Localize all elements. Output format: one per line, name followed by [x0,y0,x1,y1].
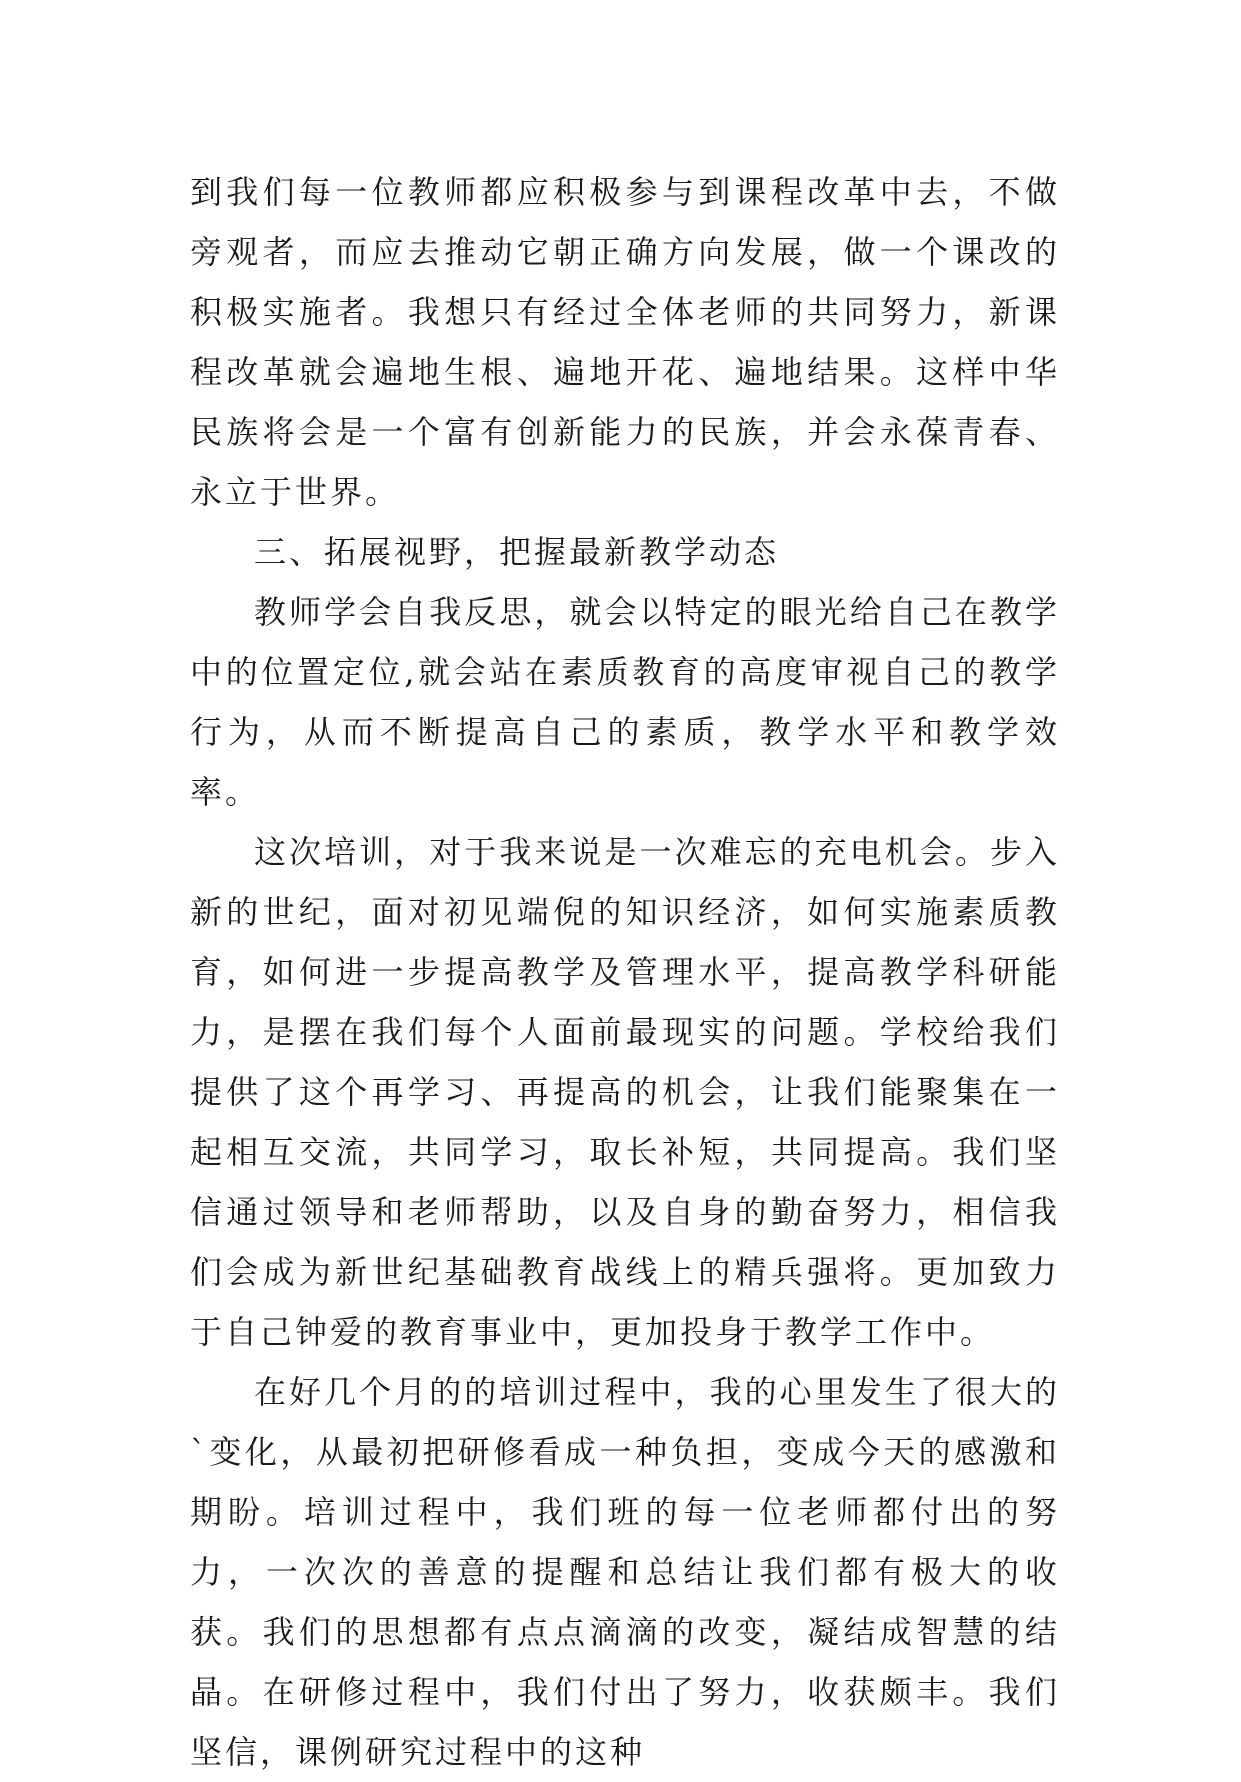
paragraph: 教师学会自我反思，就会以特定的眼光给自己在教学中的位置定位,就会站在素质教育的高度审视自己的教学行为，从而不断提高自己的素质，教学水平和教学效率。 [190,593,1060,811]
section-heading: 三、拓展视野，把握最新教学动态 [254,533,780,571]
paragraph-continuation: 到我们每一位教师都应积极参与到课程改革中去，不做旁观者，而应去推动它朝正确方向发展，做一个课改的积极实施者。我想只有经过全体老师的共同努力，新课程改革就会遍地生根、遍地开花、遍地结果。这样中华民族将会是一个富有创新能力的民族，并会永葆青春、永立于世界。 [190,173,1060,511]
paragraph: 这次培训，对于我来说是一次难忘的充电机会。步入新的世纪，面对初见端倪的知识经济，如何实施素质教育，如何进一步提高教学及管理水平，提高教学科研能力，是摆在我们每个人面前最现实的问题。学校给我们提供了这个再学习、再提高的机会，让我们能聚集在一起相互交流，共同学习，取长补短，共同提高。我们坚信通过领导和老师帮助，以及自身的勤奋努力，相信我们会成为新世纪基础教育战线上的精兵强将。更加致力于自己钟爱的教育事业中，更加投身于教学工作中。 [190,833,1060,1351]
paragraph: 在好几个月的的培训过程中，我的心里发生了很大的`变化，从最初把研修看成一种负担，变成今天的感激和期盼。培训过程中，我们班的每一位老师都付出的努力，一次次的善意的提醒和总结让我们都有极大的收获。我们的思想都有点点滴滴的改变，凝结成智慧的结晶。在研修过程中，我们付出了努力，收获颇丰。我们坚信，课例研究过程中的这种 [190,1373,1060,1771]
document-body [190,162,1060,1782]
